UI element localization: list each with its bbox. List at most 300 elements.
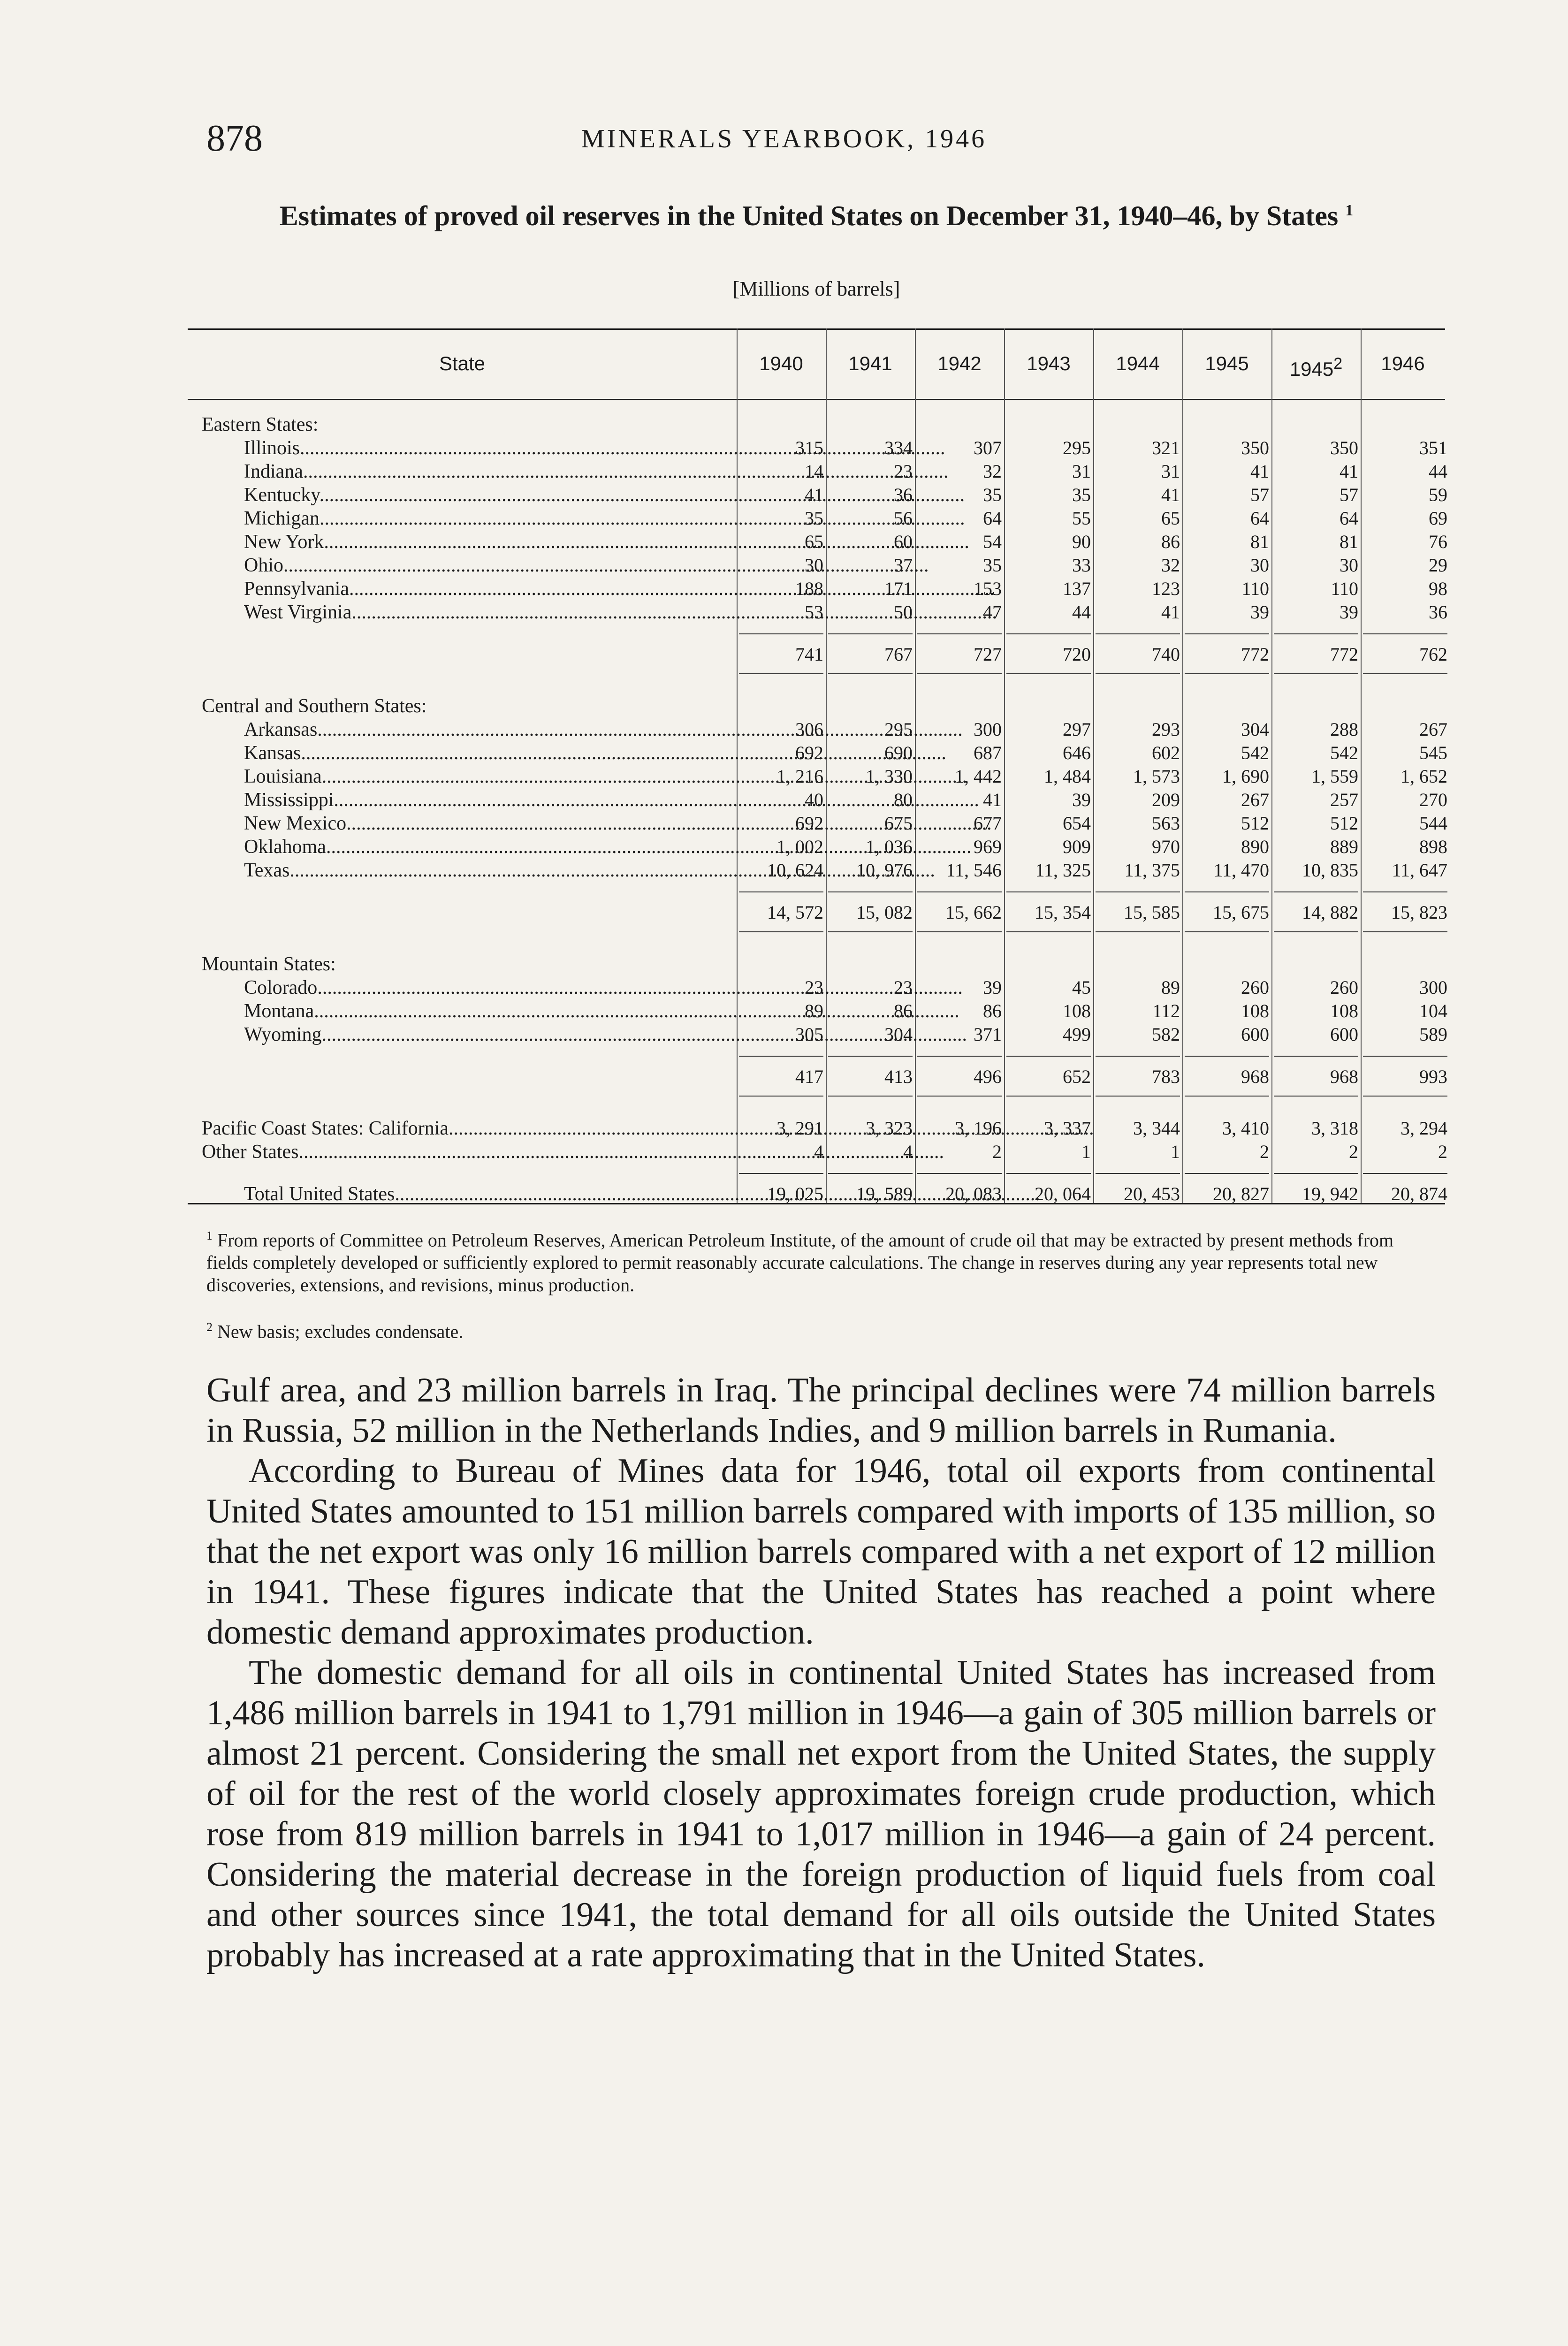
table-cell: 41 <box>1340 461 1358 482</box>
table-cell: 600 <box>1330 1024 1358 1045</box>
header-year-new-basis <box>1271 347 1361 380</box>
subtotal-rule <box>1363 931 1447 932</box>
table-cell: 47 <box>983 602 1002 623</box>
table-cell: 40 <box>805 789 823 810</box>
table-cell: 3, 291 <box>776 1118 823 1139</box>
state-name: Montana ..... <box>244 999 774 1023</box>
table-cell: 188 <box>795 578 823 599</box>
table-cell: 351 <box>1419 437 1447 458</box>
subtotal-rule <box>1185 633 1269 634</box>
header-year: 1946 <box>1381 352 1425 374</box>
subtotal-cell: 413 <box>884 1066 913 1087</box>
subtotal-rule <box>1274 1173 1358 1174</box>
subtotal-rule <box>828 633 913 634</box>
subtotal-rule <box>1096 1173 1180 1174</box>
state-name: Indiana ..... <box>244 460 774 483</box>
table-cell: 297 <box>1063 719 1091 740</box>
table-cell: 295 <box>1063 437 1091 458</box>
subtotal-rule <box>1185 1096 1269 1097</box>
table-cell: 90 <box>1072 531 1091 552</box>
total-cell: 20, 453 <box>1124 1183 1180 1204</box>
table-cell: 600 <box>1241 1024 1269 1045</box>
header-year: 1944 <box>1116 352 1160 374</box>
table-cell: 545 <box>1419 742 1447 763</box>
table-cell: 35 <box>1072 484 1091 505</box>
table-cell: 10, 624 <box>767 860 823 881</box>
table-cell: 39 <box>1250 602 1269 623</box>
reserves-table <box>188 328 1445 1220</box>
table-cell: 32 <box>1161 555 1180 576</box>
table-cell: 654 <box>1063 813 1091 834</box>
header-year-label: 1945 <box>1289 358 1334 380</box>
table-cell: 499 <box>1063 1024 1091 1045</box>
state-name: Wyoming ..... <box>244 1023 774 1046</box>
table-cell: 11, 647 <box>1392 860 1447 881</box>
subtotal-rule <box>739 1173 823 1174</box>
table-cell: 690 <box>884 742 913 763</box>
table-cell: 970 <box>1152 836 1180 857</box>
table-cell: 35 <box>983 555 1002 576</box>
table-cell: 44 <box>1429 461 1447 482</box>
table-cell: 512 <box>1330 813 1358 834</box>
subtotal-cell: 968 <box>1330 1066 1358 1087</box>
subtotal-cell: 741 <box>795 644 823 665</box>
table-cell: 898 <box>1419 836 1447 857</box>
subtotal-rule <box>1363 673 1447 674</box>
state-name: Arkansas ..... <box>244 718 774 741</box>
state-name: Kentucky ..... <box>244 483 774 507</box>
state-name: Mississippi ..... <box>244 788 774 812</box>
state-name: Colorado ..... <box>244 976 774 999</box>
total-cell: 20, 874 <box>1391 1183 1447 1204</box>
table-cell: 646 <box>1063 742 1091 763</box>
subtotal-rule <box>739 1096 823 1097</box>
subtotal-rule <box>1096 1096 1180 1097</box>
table-unit: [Millions of barrels] <box>732 277 900 300</box>
footnote-1 <box>206 1225 1436 1296</box>
subtotal-rule <box>917 673 1002 674</box>
table-cell: 98 <box>1429 578 1447 599</box>
table-cell: 295 <box>884 719 913 740</box>
subtotal-rule <box>1096 891 1180 892</box>
footnote-mark: 1 <box>206 1229 213 1242</box>
table-cell: 4 <box>814 1141 823 1162</box>
subtotal-rule <box>739 633 823 634</box>
table-cell: 909 <box>1063 836 1091 857</box>
table-cell: 304 <box>1241 719 1269 740</box>
table-cell: 108 <box>1330 1000 1358 1021</box>
table-cell: 315 <box>795 437 823 458</box>
table-cell: 69 <box>1429 508 1447 529</box>
subtotal-cell: 14, 882 <box>1302 902 1358 923</box>
table-cell: 582 <box>1152 1024 1180 1045</box>
table-cell: 544 <box>1419 813 1447 834</box>
table-cell: 2 <box>1438 1141 1447 1162</box>
subtotal-cell: 767 <box>884 644 913 665</box>
subtotal-cell: 968 <box>1241 1066 1269 1087</box>
table-title-footnote-mark: 1 <box>1345 202 1354 219</box>
table-cell: 171 <box>884 578 913 599</box>
table-cell: 64 <box>1340 508 1358 529</box>
table-cell: 64 <box>1250 508 1269 529</box>
table-cell: 1, 573 <box>1133 766 1180 787</box>
table-cell: 267 <box>1419 719 1447 740</box>
table-cell: 112 <box>1152 1000 1180 1021</box>
table-cell: 209 <box>1152 789 1180 810</box>
total-cell: 20, 064 <box>1035 1183 1091 1204</box>
subtotal-rule <box>739 673 823 674</box>
subtotal-cell: 15, 585 <box>1124 902 1180 923</box>
table-cell: 350 <box>1241 437 1269 458</box>
table-cell: 563 <box>1152 813 1180 834</box>
table-cell: 1, 330 <box>866 766 913 787</box>
header-footnote-mark: 2 <box>1333 355 1343 373</box>
subtotal-rule <box>917 891 1002 892</box>
table-cell: 1, 484 <box>1044 766 1091 787</box>
table-cell: 44 <box>1072 602 1091 623</box>
table-cell: 57 <box>1250 484 1269 505</box>
table-cell: 1, 690 <box>1222 766 1269 787</box>
table-cell: 41 <box>983 789 1002 810</box>
header-year: 1945 <box>1205 352 1249 374</box>
table-cell: 2 <box>1260 1141 1269 1162</box>
header-bottom-rule <box>188 399 1445 400</box>
subtotal-cell: 496 <box>974 1066 1002 1087</box>
subtotal-cell: 727 <box>974 644 1002 665</box>
total-cell: 19, 589 <box>856 1183 913 1204</box>
subtotal-rule <box>828 1096 913 1097</box>
table-cell: 542 <box>1241 742 1269 763</box>
subtotal-cell: 15, 354 <box>1035 902 1091 923</box>
table-cell: 108 <box>1241 1000 1269 1021</box>
subtotal-cell: 783 <box>1152 1066 1180 1087</box>
table-title-text: Estimates of proved oil reserves in the United States on December 31, 1940–46, by States <box>279 200 1339 231</box>
header-year: 1943 <box>1027 352 1071 374</box>
table-cell: 37 <box>894 555 913 576</box>
state-name: New York ..... <box>244 530 774 554</box>
table-cell: 1, 002 <box>776 836 823 857</box>
table-cell: 30 <box>805 555 823 576</box>
table-cell: 321 <box>1152 437 1180 458</box>
subtotal-rule <box>917 931 1002 932</box>
table-cell: 57 <box>1340 484 1358 505</box>
subtotal-rule <box>828 891 913 892</box>
subtotal-cell: 15, 823 <box>1391 902 1447 923</box>
table-cell: 80 <box>894 789 913 810</box>
header-state: State <box>439 352 486 374</box>
table-cell: 677 <box>974 813 1002 834</box>
table-cell: 1, 652 <box>1401 766 1447 787</box>
subtotal-cell: 15, 662 <box>945 902 1002 923</box>
table-cell: 14 <box>805 461 823 482</box>
group-label: Eastern States: <box>202 414 319 435</box>
running-header <box>206 117 1362 164</box>
table-cell: 81 <box>1250 531 1269 552</box>
table-cell: 10, 835 <box>1302 860 1358 881</box>
table-cell: 86 <box>983 1000 1002 1021</box>
table-cell: 65 <box>1161 508 1180 529</box>
subtotal-rule <box>1274 1096 1358 1097</box>
subtotal-rule <box>1185 891 1269 892</box>
table-cell: 270 <box>1419 789 1447 810</box>
total-cell: 20, 083 <box>945 1183 1002 1204</box>
table-cell: 692 <box>795 813 823 834</box>
subtotal-cell: 762 <box>1419 644 1447 665</box>
subtotal-rule <box>828 1173 913 1174</box>
subtotal-rule <box>1363 1173 1447 1174</box>
table-cell: 39 <box>1340 602 1358 623</box>
subtotal-rule <box>1006 931 1091 932</box>
footnote-mark: 2 <box>206 1320 213 1334</box>
subtotal-cell: 993 <box>1419 1066 1447 1087</box>
table-cell: 11, 470 <box>1213 860 1269 881</box>
subtotal-rule <box>1274 891 1358 892</box>
paragraph: According to Bureau of Mines data for 1946, total oil exports from continental United States amounted to 151 million barrels compared with imports of 135 million, so that the net export was only 16 million barrels compared with a net export of 12 million in 1941. These figures indicate that the United States has reached a point where domestic demand approximates production. <box>206 1452 1436 1652</box>
table-cell: 23 <box>805 977 823 998</box>
subtotal-rule <box>1185 673 1269 674</box>
running-title: MINERALS YEARBOOK, 1946 <box>581 124 987 153</box>
table-cell: 260 <box>1241 977 1269 998</box>
table-cell: 3, 196 <box>955 1118 1002 1139</box>
table-cell: 23 <box>894 977 913 998</box>
header-year: 1941 <box>848 352 892 374</box>
state-name: Pennsylvania ..... <box>244 577 774 601</box>
body-text <box>206 1370 1436 1975</box>
subtotal-rule <box>917 1056 1002 1057</box>
table-cell: 86 <box>894 1000 913 1021</box>
total-label: Total United States ..... <box>244 1182 774 1206</box>
subtotal-rule <box>1363 1096 1447 1097</box>
subtotal-rule <box>828 673 913 674</box>
table-cell: 30 <box>1250 555 1269 576</box>
table-cell: 1, 036 <box>866 836 913 857</box>
table-cell: 2 <box>1349 1141 1358 1162</box>
page-number: 878 <box>206 118 263 159</box>
table-cell: 36 <box>1429 602 1447 623</box>
table-cell: 890 <box>1241 836 1269 857</box>
table-cell: 3, 337 <box>1044 1118 1091 1139</box>
subtotal-cell: 772 <box>1330 644 1358 665</box>
table-cell: 33 <box>1072 555 1091 576</box>
table-cell: 334 <box>884 437 913 458</box>
table-cell: 76 <box>1429 531 1447 552</box>
table-cell: 110 <box>1241 578 1269 599</box>
subtotal-cell: 740 <box>1152 644 1180 665</box>
subtotal-rule <box>1006 1056 1091 1057</box>
subtotal-rule <box>1096 673 1180 674</box>
footnote-text: From reports of Committee on Petroleum Reserves, American Petroleum Institute, of the amount of crude oil that may be extracted by present methods from fields completely developed or sufficiently explored to permit reasonably accurate calculations. The change in reserves during any year represents total new discoveries, extensions, and revisions, minus production. <box>206 1229 1394 1296</box>
state-name: Ohio ..... <box>244 554 774 577</box>
subtotal-rule <box>1363 891 1447 892</box>
total-cell: 19, 025 <box>767 1183 823 1204</box>
subtotal-rule <box>1006 1173 1091 1174</box>
total-cell: 20, 827 <box>1213 1183 1269 1204</box>
table-cell: 1, 559 <box>1311 766 1358 787</box>
table-cell: 108 <box>1063 1000 1091 1021</box>
subtotal-cell: 15, 675 <box>1213 902 1269 923</box>
table-cell: 41 <box>1161 602 1180 623</box>
table-cell: 123 <box>1152 578 1180 599</box>
table-cell: 306 <box>795 719 823 740</box>
table-cell: 53 <box>805 602 823 623</box>
subtotal-rule <box>1274 633 1358 634</box>
table-cell: 350 <box>1330 437 1358 458</box>
state-name: Pacific Coast States: California ..... <box>202 1117 732 1140</box>
table-cell: 39 <box>1072 789 1091 810</box>
table-cell: 137 <box>1063 578 1091 599</box>
table-cell: 11, 325 <box>1035 860 1091 881</box>
table-cell: 36 <box>894 484 913 505</box>
table-cell: 41 <box>1250 461 1269 482</box>
table-cell: 257 <box>1330 789 1358 810</box>
table-cell: 45 <box>1072 977 1091 998</box>
subtotal-rule <box>917 1096 1002 1097</box>
table-cell: 64 <box>983 508 1002 529</box>
table-cell: 41 <box>805 484 823 505</box>
subtotal-rule <box>1274 673 1358 674</box>
table-cell: 59 <box>1429 484 1447 505</box>
header-year: 1940 <box>759 352 803 374</box>
state-name: Louisiana ..... <box>244 765 774 788</box>
table-cell: 32 <box>983 461 1002 482</box>
subtotal-cell: 772 <box>1241 644 1269 665</box>
table-cell: 260 <box>1330 977 1358 998</box>
table-cell: 11, 375 <box>1124 860 1180 881</box>
subtotal-rule <box>828 1056 913 1057</box>
table-cell: 692 <box>795 742 823 763</box>
subtotal-rule <box>1006 891 1091 892</box>
table-cell: 3, 323 <box>866 1118 913 1139</box>
table-cell: 3, 294 <box>1401 1118 1447 1139</box>
table-cell: 3, 410 <box>1222 1118 1269 1139</box>
subtotal-rule <box>739 1056 823 1057</box>
table-cell: 3, 344 <box>1133 1118 1180 1139</box>
table-cell: 65 <box>805 531 823 552</box>
subtotal-rule <box>917 633 1002 634</box>
subtotal-rule <box>1274 931 1358 932</box>
subtotal-cell: 652 <box>1063 1066 1091 1087</box>
table-cell: 10, 976 <box>856 860 913 881</box>
paragraph: The domestic demand for all oils in continental United States has increased from 1,486 million barrels in 1941 to 1,791 million in 1946—a gain of 305 million barrels or almost 21 percent. Considering the small net export from the United States, the supply of oil for the rest of the world closely approximates foreign crude production, which rose from 819 million barrels in 1941 to 1,017 million in 1946—a gain of 24 percent. Considering the material decrease in the foreign production of liquid fuels from coal and other sources since 1941, the total demand for all oils outside the United States probably has increased at a rate approximating that in the United States. <box>206 1653 1436 1974</box>
table-cell: 542 <box>1330 742 1358 763</box>
table-cell: 307 <box>974 437 1002 458</box>
subtotal-rule <box>917 1173 1002 1174</box>
state-name: Oklahoma ..... <box>244 835 774 859</box>
state-name: Other States ..... <box>202 1140 732 1164</box>
subtotal-cell: 15, 082 <box>856 902 913 923</box>
table-cell: 1 <box>1081 1141 1091 1162</box>
subtotal-rule <box>828 931 913 932</box>
table-cell: 1, 216 <box>776 766 823 787</box>
state-name: Kansas ..... <box>244 741 774 765</box>
table-cell: 969 <box>974 836 1002 857</box>
subtotal-rule <box>1363 1056 1447 1057</box>
table-cell: 300 <box>974 719 1002 740</box>
table-cell: 304 <box>884 1024 913 1045</box>
table-cell: 267 <box>1241 789 1269 810</box>
subtotal-cell: 14, 572 <box>767 902 823 923</box>
table-cell: 1, 442 <box>955 766 1002 787</box>
subtotal-cell: 417 <box>795 1066 823 1087</box>
subtotal-rule <box>1185 931 1269 932</box>
table-cell: 56 <box>894 508 913 529</box>
state-name: Illinois ..... <box>244 436 774 460</box>
table-cell: 55 <box>1072 508 1091 529</box>
table-cell: 11, 546 <box>946 860 1002 881</box>
table-cell: 3, 318 <box>1311 1118 1358 1139</box>
table-cell: 29 <box>1429 555 1447 576</box>
table-cell: 2 <box>992 1141 1002 1162</box>
subtotal-rule <box>1006 1096 1091 1097</box>
table-cell: 153 <box>974 578 1002 599</box>
table-cell: 35 <box>805 508 823 529</box>
table-cell: 23 <box>894 461 913 482</box>
table-cell: 589 <box>1419 1024 1447 1045</box>
subtotal-rule <box>1096 1056 1180 1057</box>
table-cell: 30 <box>1340 555 1358 576</box>
subtotal-rule <box>1006 633 1091 634</box>
table-cell: 371 <box>974 1024 1002 1045</box>
state-name: West Virginia ..... <box>244 601 774 624</box>
subtotal-rule <box>1185 1173 1269 1174</box>
table-cell: 687 <box>974 742 1002 763</box>
subtotal-rule <box>1363 633 1447 634</box>
table-cell: 1 <box>1171 1141 1180 1162</box>
table-cell: 300 <box>1419 977 1447 998</box>
group-label: Mountain States: <box>202 953 336 975</box>
table-cell: 31 <box>1072 461 1091 482</box>
table-cell: 60 <box>894 531 913 552</box>
table-cell: 512 <box>1241 813 1269 834</box>
subtotal-rule <box>1185 1056 1269 1057</box>
table-top-rule <box>188 328 1445 330</box>
state-name: Texas ..... <box>244 859 774 882</box>
table-cell: 889 <box>1330 836 1358 857</box>
table-cell: 110 <box>1331 578 1358 599</box>
table-cell: 293 <box>1152 719 1180 740</box>
table-cell: 41 <box>1161 484 1180 505</box>
table-cell: 4 <box>903 1141 913 1162</box>
subtotal-rule <box>739 891 823 892</box>
footnote-text: New basis; excludes condensate. <box>217 1321 464 1342</box>
table-title <box>188 192 1445 234</box>
table-cell: 35 <box>983 484 1002 505</box>
table-cell: 104 <box>1419 1000 1447 1021</box>
paragraph: Gulf area, and 23 million barrels in Iraq. The principal declines were 74 million barrels in Russia, 52 million in the Netherlands Indies, and 9 million barrels in Rumania. <box>206 1371 1436 1450</box>
table-cell: 89 <box>1161 977 1180 998</box>
subtotal-rule <box>1096 931 1180 932</box>
subtotal-rule <box>1274 1056 1358 1057</box>
state-name: New Mexico ..... <box>244 812 774 835</box>
table-cell: 675 <box>884 813 913 834</box>
header-year: 1942 <box>937 352 982 374</box>
table-cell: 305 <box>795 1024 823 1045</box>
table-cell: 39 <box>983 977 1002 998</box>
subtotal-rule <box>1006 673 1091 674</box>
table-cell: 602 <box>1152 742 1180 763</box>
subtotal-rule <box>739 931 823 932</box>
subtotal-rule <box>1096 633 1180 634</box>
footnote-2 <box>206 1316 1436 1343</box>
table-cell: 89 <box>805 1000 823 1021</box>
table-cell: 86 <box>1161 531 1180 552</box>
total-cell: 19, 942 <box>1302 1183 1358 1204</box>
table-cell: 81 <box>1340 531 1358 552</box>
table-cell: 31 <box>1161 461 1180 482</box>
table-cell: 288 <box>1330 719 1358 740</box>
table-cell: 54 <box>983 531 1002 552</box>
state-name: Michigan ..... <box>244 507 774 530</box>
